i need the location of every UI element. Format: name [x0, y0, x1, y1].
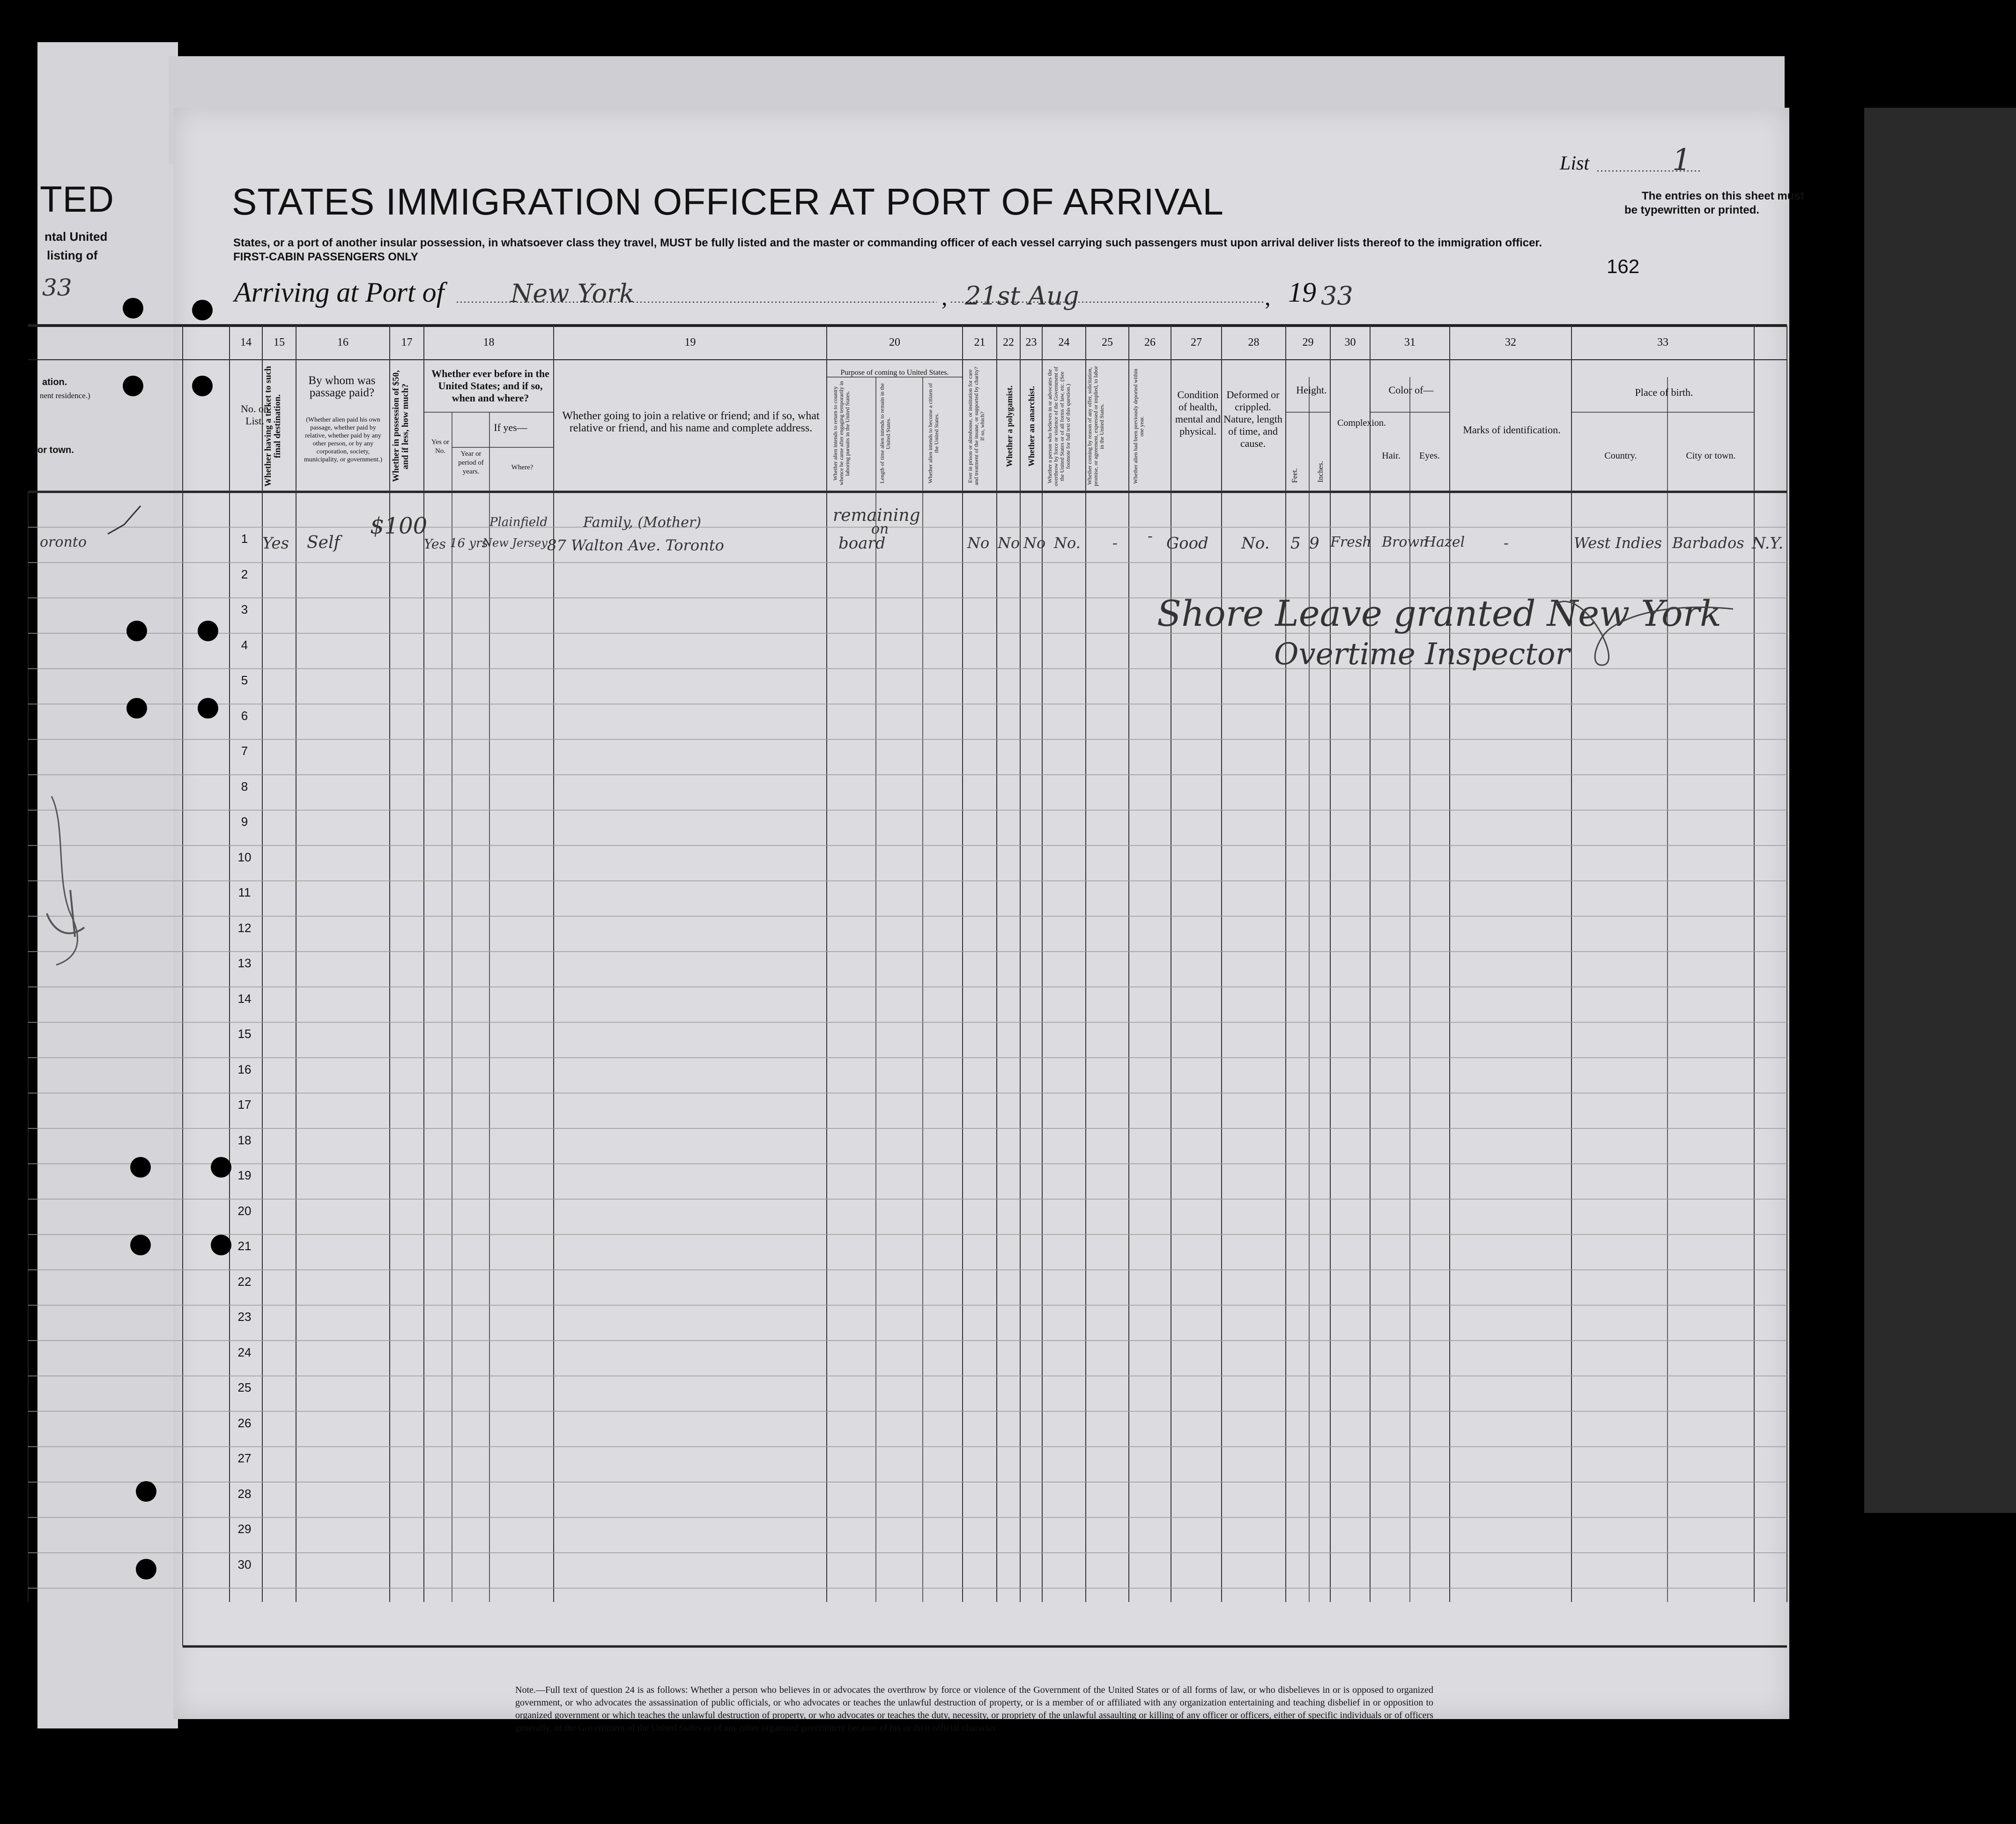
- col23-header: Whether an anarchist.: [1027, 386, 1036, 467]
- entry-purpose-2: on: [871, 521, 889, 537]
- row-number: 6: [241, 708, 248, 723]
- column-number: 32: [1505, 336, 1516, 348]
- col25-header: Whether coming by reason of any offer, solicitation, promise, or agreement, expressed or implied, to labor in the United States.: [1086, 366, 1105, 487]
- col29-header: Height.: [1296, 384, 1327, 396]
- row-number: 15: [237, 1027, 252, 1041]
- col17-header: Whether in possession of $50, and if less, how much?: [391, 370, 410, 482]
- column-number: 19: [684, 336, 696, 348]
- row-number: 7: [241, 744, 248, 758]
- punch-hole: [198, 698, 218, 719]
- column-number: 27: [1191, 336, 1202, 348]
- left-year-fragment: 33: [42, 274, 72, 301]
- list-number: 1: [1672, 143, 1691, 178]
- entry-paid-by: Self: [307, 533, 340, 552]
- column-number: 31: [1404, 336, 1416, 348]
- row-number: 22: [237, 1274, 252, 1289]
- left-label-residence: nent residence.): [40, 391, 90, 400]
- list-label: List: [1560, 153, 1590, 174]
- row-number: 12: [237, 920, 252, 935]
- punch-hole: [136, 1481, 156, 1502]
- row-number: 5: [241, 673, 248, 687]
- punch-hole: [130, 1235, 151, 1255]
- punch-hole: [211, 1157, 231, 1178]
- row-number: 17: [237, 1097, 252, 1112]
- col24-header: Whether a person who believes in or advocates the overthrow by force or violence of the Government of the United States or of all forms of law, etc. (See footnote for full text of this question.): [1046, 366, 1071, 486]
- left-text-1: ntal United: [44, 230, 108, 244]
- left-label-ation: ation.: [42, 377, 67, 387]
- entry-q21: No: [967, 534, 990, 552]
- comma-2: ,: [1265, 284, 1271, 310]
- column-number: 17: [401, 336, 413, 348]
- left-value-town: oronto: [40, 534, 87, 550]
- column-number: 16: [337, 336, 348, 348]
- entry-feet: 5: [1290, 534, 1301, 553]
- entry-deformed: No.: [1241, 534, 1270, 553]
- column-number: 20: [889, 336, 900, 348]
- column-number: 18: [483, 336, 495, 348]
- punch-hole: [211, 1235, 231, 1255]
- col16-header: By whom was passage paid?: [308, 374, 376, 399]
- col20-a: Whether alien intends to return to country whence he came after engaging temporarily in laboring pursuits in the United States.: [832, 381, 851, 486]
- column-number: 30: [1344, 336, 1356, 348]
- left-label-town: or town.: [37, 445, 74, 455]
- entries-note-1: The entries on this sheet must: [1642, 190, 1804, 202]
- col30-header: Complexion.: [1337, 418, 1386, 428]
- year-suffix: 33: [1321, 281, 1353, 311]
- row-number: 11: [238, 885, 251, 899]
- row-number: 8: [241, 779, 248, 793]
- entry-purpose-3: board: [838, 534, 886, 553]
- entry-purpose-1: remaining: [833, 506, 920, 525]
- col18-ifyes: If yes—: [494, 422, 527, 433]
- col33-city: City or town.: [1686, 451, 1736, 461]
- page-title: STATES IMMIGRATION OFFICER AT PORT OF ARRIVAL: [232, 181, 1224, 222]
- punch-hole: [123, 298, 143, 319]
- entry-marks: -: [1504, 534, 1509, 552]
- col14-header: No. on List.: [241, 403, 269, 427]
- entry-eyes: Hazel: [1424, 534, 1465, 550]
- column-number: 24: [1058, 336, 1070, 348]
- col28-header: Deformed or crippled. Nature, length of time, and cause.: [1223, 389, 1282, 449]
- col22-header: Whether a polygamist.: [1005, 385, 1014, 467]
- column-number: 28: [1248, 336, 1260, 348]
- row-number: 20: [237, 1203, 252, 1218]
- row-number: 19: [237, 1168, 252, 1182]
- punch-hole: [130, 1157, 151, 1178]
- left-text-2: listing of: [47, 248, 98, 262]
- row-number: 25: [237, 1380, 252, 1394]
- entry-before-years: 16 yrs: [450, 536, 488, 550]
- entry-before-where-1: Plainfield: [489, 515, 548, 529]
- row-number: 13: [237, 956, 252, 970]
- col20-c: Whether alien intends to become a citizen of the United States.: [927, 383, 940, 484]
- entry-inches: 9: [1309, 534, 1319, 553]
- col21-header: Ever in prison or almshouse, or institution for care and treatment of the insane, or supported by charity? If so, which?: [967, 367, 986, 486]
- col31-header: Color of—: [1388, 384, 1434, 396]
- row-number: 23: [237, 1310, 252, 1324]
- row-number: 27: [237, 1451, 252, 1465]
- entry-join-1: Family, (Mother): [583, 514, 701, 531]
- row-number: 28: [237, 1486, 252, 1501]
- entry-ticket: Yes: [262, 534, 289, 553]
- column-number: 14: [240, 336, 252, 348]
- col18-yesno: Yes or No.: [431, 438, 450, 455]
- col15-header: Whether having a ticket to such final destination.: [263, 366, 282, 487]
- punch-hole: [198, 621, 218, 641]
- annotation-inspector: Overtime Inspector: [1274, 637, 1570, 672]
- entry-before-yes: Yes: [424, 536, 446, 552]
- row-number: 21: [237, 1239, 252, 1253]
- column-number: 33: [1657, 336, 1668, 348]
- instruction-text: States, or a port of another insular possession, in whatsoever class they travel, MUST be fully listed and the master or commanding officer of each vessel carrying such passengers must upon arrival deliver lists thereof to the immigration officer.: [233, 237, 1542, 249]
- entry-city: Barbados: [1672, 534, 1744, 552]
- column-number: 21: [974, 336, 986, 348]
- entry-q23: No: [1023, 534, 1046, 552]
- entry-before-where-2: New Jersey: [482, 536, 548, 549]
- punch-hole: [123, 376, 143, 396]
- column-number: 22: [1003, 336, 1014, 348]
- col33-country: Country.: [1604, 451, 1637, 461]
- col29-feet: Feet.: [1291, 468, 1299, 483]
- entry-join-2: 87 Walton Ave. Toronto: [547, 536, 724, 554]
- punch-hole: [192, 376, 213, 396]
- entry-extra: N.Y.: [1752, 534, 1784, 553]
- entry-q26: -: [1148, 527, 1153, 545]
- punch-hole: [126, 698, 147, 719]
- row-number: 14: [237, 991, 252, 1006]
- column-number: 26: [1144, 336, 1156, 348]
- row-number: 10: [237, 850, 252, 864]
- date-value: 21st Aug: [965, 281, 1079, 311]
- column-number: 25: [1102, 336, 1113, 348]
- row-number: 30: [237, 1557, 252, 1572]
- footnote: Note.—Full text of question 24 is as follows: Whether a person who believes in or advocates the overthrow by force or violence of the Government of the United States or of all forms of law, or who disbelieves in or is opposed to organized government, or who advocates the assassination of public officials, or who advocates or teaches the unlawful destruction of property, or is a member of or affiliated with any organization entertaining and teaching disbelief in or opposition to organized government or which teaches the unlawful destruction of property, or who advocates or teaches the duty, necessity, or propriety of the unlawful assaulting or killing of any officer or officers, either of specific individuals or of officers generally, of the Government of the United States or of any other organized government because of his or their official character.: [515, 1685, 1433, 1733]
- col20-header: Purpose of coming to United States.: [840, 369, 949, 377]
- entry-country: West Indies: [1574, 534, 1662, 552]
- col31-eyes: Eyes.: [1419, 451, 1440, 461]
- punch-hole: [192, 300, 213, 320]
- row-number: 1: [241, 532, 248, 546]
- col32-header: Marks of identification.: [1463, 424, 1561, 436]
- entry-health: Good: [1166, 534, 1208, 553]
- row-number: 9: [241, 815, 248, 829]
- row-number: 16: [237, 1062, 252, 1076]
- col18-header: Whether ever before in the United States; and if so, when and where?: [431, 368, 549, 404]
- row-number: 4: [241, 638, 248, 652]
- column-number: 15: [274, 336, 285, 348]
- entry-q25: -: [1112, 534, 1118, 552]
- punch-hole: [126, 621, 147, 641]
- col20-b: Length of time alien intends to remain in the United States.: [879, 383, 891, 483]
- annotation-shore-leave: Shore Leave granted New York: [1157, 593, 1722, 634]
- col29-inches: Inches.: [1317, 461, 1325, 483]
- entry-money: $100: [370, 513, 428, 539]
- col16-note: (Whether alien paid his own passage, whether paid by relative, whether paid by any other person, or by any corporation, society, municipality, or government.): [304, 416, 383, 463]
- row-number: 3: [241, 602, 248, 616]
- col18-year: Year or period of years.: [458, 450, 484, 475]
- arriving-label: Arriving at Port of: [234, 277, 445, 308]
- row-number: 18: [237, 1133, 252, 1147]
- class-line: FIRST-CABIN PASSENGERS ONLY: [233, 251, 418, 263]
- year-prefix: 19: [1288, 277, 1316, 308]
- col27-header: Condition of health, mental and physical.: [1175, 389, 1221, 437]
- row-number: 24: [237, 1345, 252, 1359]
- comma-1: ,: [941, 284, 948, 310]
- entry-hair: Brown: [1382, 534, 1429, 550]
- entry-q22: No: [998, 534, 1020, 552]
- row-number: 29: [237, 1522, 252, 1536]
- column-number: 29: [1302, 336, 1314, 348]
- col19-header: Whether going to join a relative or friend; and if so, what relative or friend, and his name and complete address.: [562, 410, 820, 434]
- port-value: New York: [511, 279, 635, 308]
- entry-q24: No.: [1054, 534, 1081, 552]
- col33-header: Place of birth.: [1635, 386, 1693, 398]
- entries-note-2: be typewritten or printed.: [1624, 204, 1760, 216]
- entry-complexion: Fresh: [1330, 534, 1371, 550]
- punch-hole: [136, 1559, 156, 1579]
- col26-header: Whether alien had been previously deported within one year.: [1132, 369, 1145, 484]
- column-number: 23: [1025, 336, 1037, 348]
- title-fragment: TED: [40, 178, 114, 220]
- row-number: 2: [241, 567, 248, 581]
- row-number: 26: [237, 1416, 252, 1430]
- page-number: 162: [1607, 255, 1640, 277]
- col31-hair: Hair.: [1382, 451, 1401, 461]
- col18-where: Where?: [511, 464, 534, 471]
